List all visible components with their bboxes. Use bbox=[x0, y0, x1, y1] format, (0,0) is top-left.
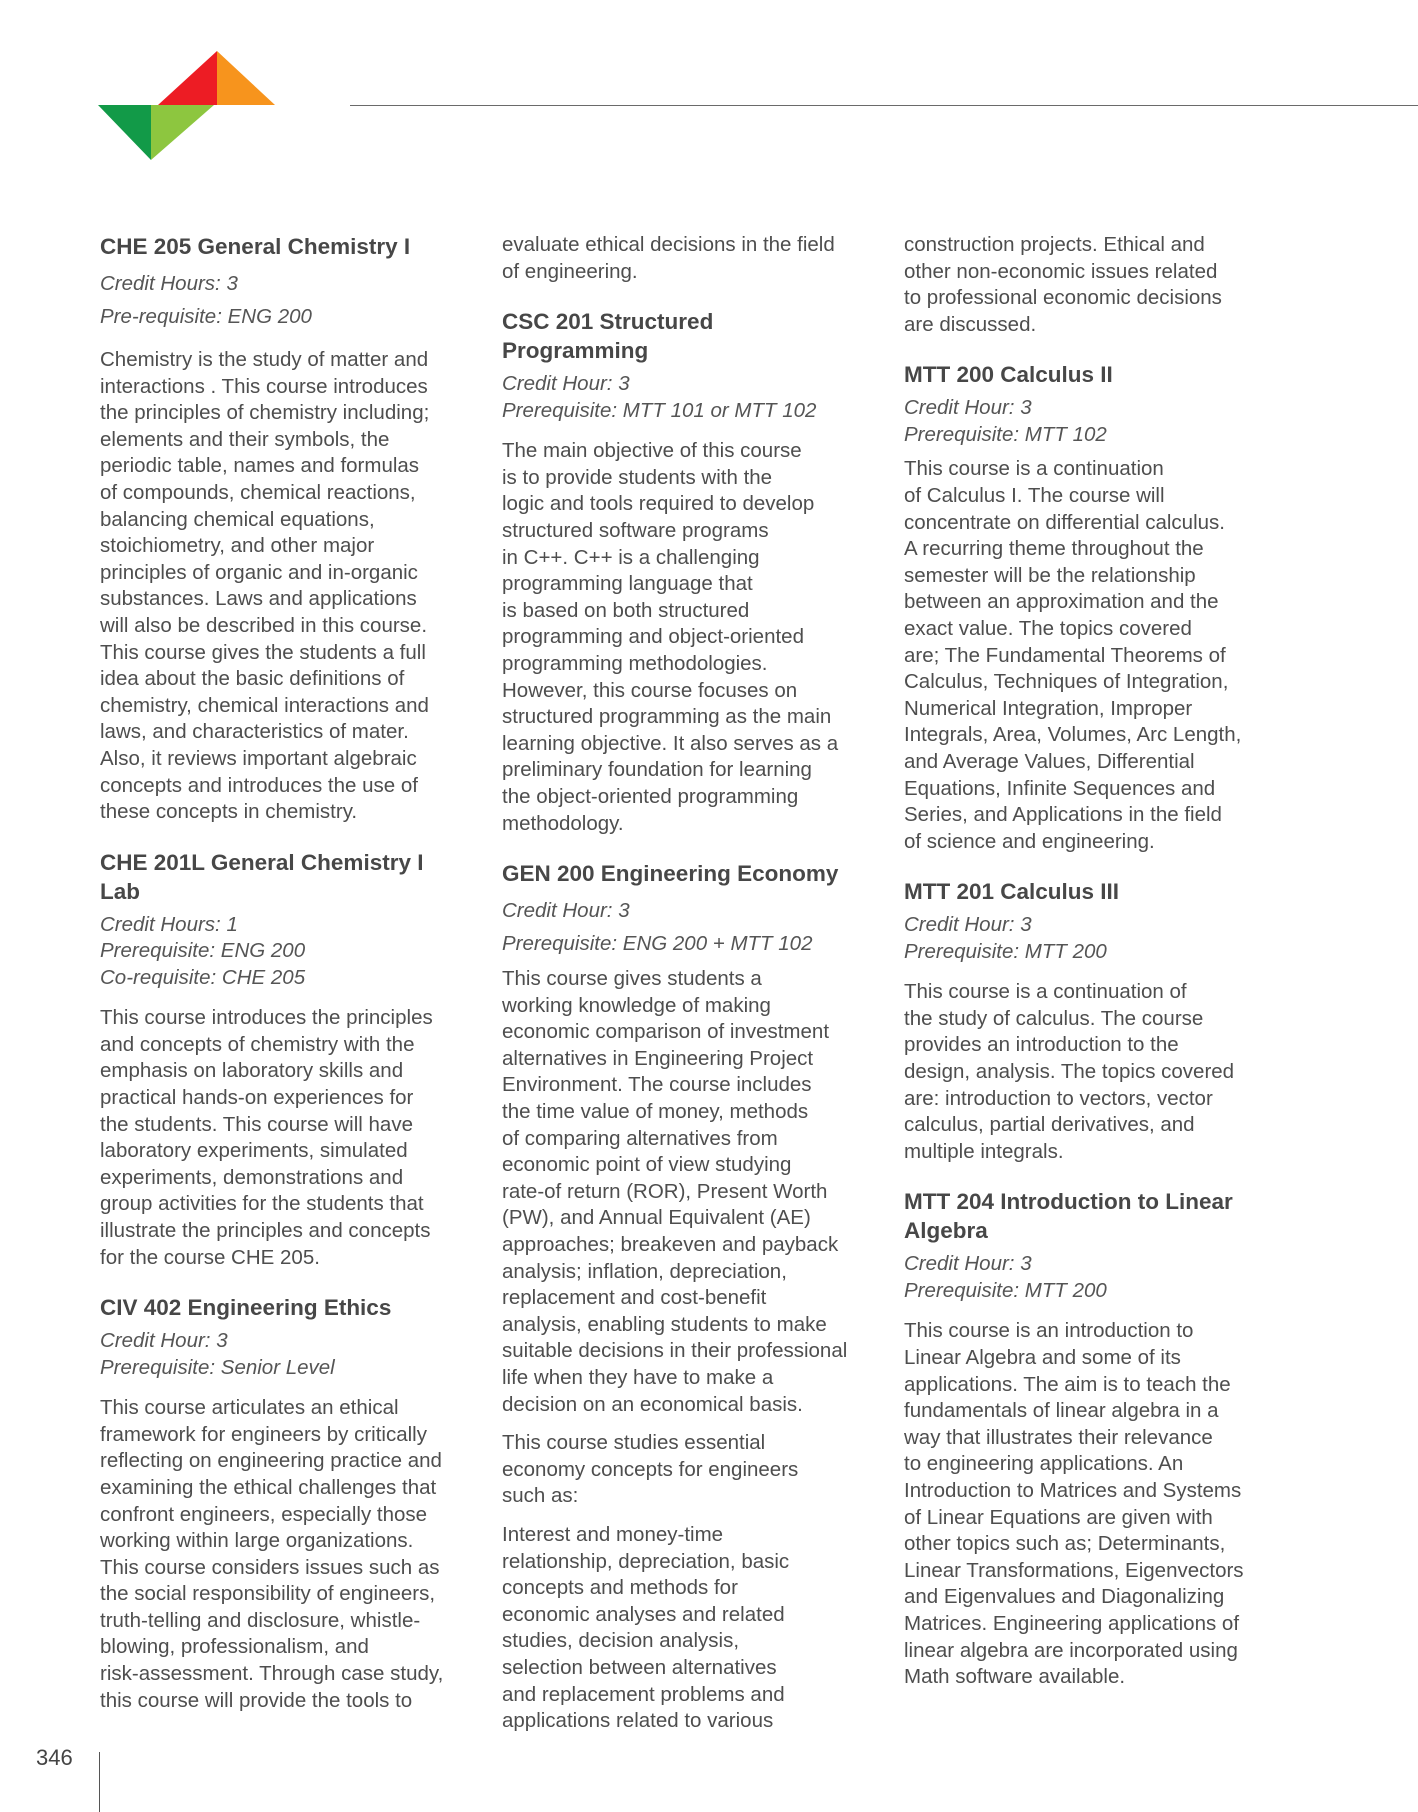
course-title: GEN 200 Engineering Economy bbox=[502, 861, 839, 887]
course-meta bbox=[502, 894, 880, 960]
course-description: This course is a continuation of Calculus I. The course will concentrate on differential calculus. A recurring theme throughout the semester will be the relationship between an approximation and the exact value. The topics covered are; The Fundamental Theorems of Calculus, Techniques of Integration, Numerical Integration, Improper Integrals, Area, Volumes, Arc Length, and Average Values, Differential Equations, Infinite Sequences and Series, and Applications in the field of science and engineering. bbox=[904, 457, 1242, 853]
course-che205 bbox=[100, 232, 476, 826]
credit-hours: Credit Hour: 3 bbox=[904, 913, 1032, 937]
course-title: CSC 201 Structured Programming bbox=[502, 309, 714, 364]
course-meta bbox=[100, 912, 476, 992]
page-number: 346 bbox=[36, 1745, 73, 1770]
course-title: CHE 205 General Chemistry I bbox=[100, 234, 411, 259]
credit-hours: Credit Hour: 3 bbox=[904, 1252, 1032, 1276]
prerequisite: Prerequisite: ENG 200 bbox=[100, 939, 306, 963]
course-title: MTT 201 Calculus III bbox=[904, 879, 1120, 905]
column-3 bbox=[904, 232, 1280, 1713]
credit-hours: Credit Hours: 1 bbox=[100, 912, 238, 936]
course-description: The main objective of this course is to provide students with the logic and tools required to develop structured software programs in C++. C++ is a challenging programming language that is based on both structured programming and object-oriented programming methodologies. However, this course focuses on structured programming as the main learning objective. It also serves as a preliminary foundation for learning the object-oriented programming methodology. bbox=[502, 439, 839, 835]
prerequisite: Pre-requisite: ENG 200 bbox=[100, 305, 312, 328]
course-meta bbox=[100, 1328, 476, 1381]
course-title: CHE 201L General Chemistry I Lab bbox=[100, 849, 424, 904]
course-description: This course is a continuation of the study of calculus. The course provides an introduction to the design, analysis. The topics covered are: introduction to vectors, vector calculus, partial derivatives, and multiple integrals. bbox=[904, 980, 1235, 1163]
column-1 bbox=[100, 232, 476, 1736]
credit-hours: Credit Hour: 3 bbox=[502, 899, 630, 923]
course-description: Chemistry is the study of matter and interactions . This course introduces the principles of chemistry including; elements and their symbols, the periodic table, names and formulas of compounds, chemical reactions, balancing chemical equations, stoichiometry, and other major principles of organic and in-organic substances. Laws and applications will also be described in this course. This course gives the students a full idea about the basic definitions of chemistry, chemical interactions and laws, and characteristics of mater. Also, it reviews important algebraic concepts and introduces the use of these concepts in chemistry. bbox=[100, 348, 430, 824]
course-mtt204 bbox=[904, 1187, 1280, 1690]
course-description: This course articulates an ethical framework for engineers by critically reflecting on engineering practice and examining the ethical challenges that confront engineers, especially those working within large organizations. This course considers issues such as the social responsibility of engineers, truth-telling and disclosure, whistle- blowing, professionalism, and risk-assessment. Through case study, this course will provide the tools to bbox=[100, 1396, 444, 1712]
corequisite: Co-requisite: CHE 205 bbox=[100, 965, 306, 989]
course-csc201 bbox=[502, 307, 880, 837]
credit-hours: Credit Hour: 3 bbox=[904, 396, 1032, 420]
course-title: CIV 402 Engineering Ethics bbox=[100, 1295, 392, 1321]
header-rule bbox=[350, 105, 1418, 106]
course-meta bbox=[502, 371, 880, 424]
course-meta bbox=[100, 267, 476, 333]
credit-hours: Credit Hour: 3 bbox=[502, 372, 630, 396]
course-description: This course studies essential economy concepts for engineers such as: bbox=[502, 1431, 799, 1508]
prerequisite: Prerequisite: MTT 101 or MTT 102 bbox=[502, 398, 817, 422]
prerequisite: Prerequisite: ENG 200 + MTT 102 bbox=[502, 932, 813, 956]
continued-text: evaluate ethical decisions in the field of engineering. bbox=[502, 233, 835, 283]
prerequisite: Prerequisite: MTT 200 bbox=[904, 1278, 1107, 1302]
course-gen200 bbox=[502, 859, 880, 1735]
credit-hours: Credit Hour: 3 bbox=[100, 1329, 228, 1353]
course-description: Interest and money-time relationship, depreciation, basic concepts and methods for economic analyses and related studies, decision analysis, selection between alternatives and replacement problems and applications related to various bbox=[502, 1522, 790, 1733]
footer-rule bbox=[99, 1752, 100, 1812]
course-che201l bbox=[100, 848, 476, 1271]
column-2 bbox=[502, 232, 880, 1757]
prerequisite: Prerequisite: MTT 102 bbox=[904, 422, 1107, 446]
course-title: MTT 204 Introduction to Linear Algebra bbox=[904, 1189, 1233, 1244]
prerequisite: Prerequisite: Senior Level bbox=[100, 1355, 335, 1379]
course-meta bbox=[904, 395, 1280, 448]
course-description: This course gives students a working knowledge of making economic comparison of investment alternatives in Engineering Project Environment. The course includes the time value of money, methods of comparing alternatives from economic point of view studying rate-of return (ROR), Present Worth (PW), and Annual Equivalent (AE) approaches; breakeven and payback analysis; inflation, depreciation, replacement and cost-benefit analysis, enabling students to make suitable decisions in their professional life when they have to make a decision on an economical basis. bbox=[502, 967, 848, 1416]
course-meta bbox=[904, 912, 1280, 965]
course-title: MTT 200 Calculus II bbox=[904, 362, 1113, 388]
triangles-logo-icon bbox=[98, 48, 338, 163]
course-mtt201 bbox=[904, 877, 1280, 1165]
prerequisite: Prerequisite: MTT 200 bbox=[904, 939, 1107, 963]
course-meta bbox=[904, 1251, 1280, 1304]
course-mtt200 bbox=[904, 360, 1280, 855]
continued-text: construction projects. Ethical and other non-economic issues related to professional economic decisions are discussed. bbox=[904, 233, 1222, 336]
course-civ402 bbox=[100, 1293, 476, 1714]
course-description: This course introduces the principles and concepts of chemistry with the emphasis on laboratory skills and practical hands-on experiences for the students. This course will have laboratory experiments, simulated experiments, demonstrations and group activities for the students that illustrate the principles and concepts for the course CHE 205. bbox=[100, 1006, 433, 1269]
credit-hours: Credit Hours: 3 bbox=[100, 272, 238, 295]
course-description: This course is an introduction to Linear Algebra and some of its applications. The aim is to teach the fundamentals of linear algebra in a way that illustrates their relevance to engineering applications. An Introduction to Matrices and Systems of Linear Equations are given with other topics such as; Determinants, Linear Transformations, Eigenvectors and Eigenvalues and Diagonalizing Matrices. Engineering applications of linear algebra are incorporated using Math software available. bbox=[904, 1319, 1244, 1689]
